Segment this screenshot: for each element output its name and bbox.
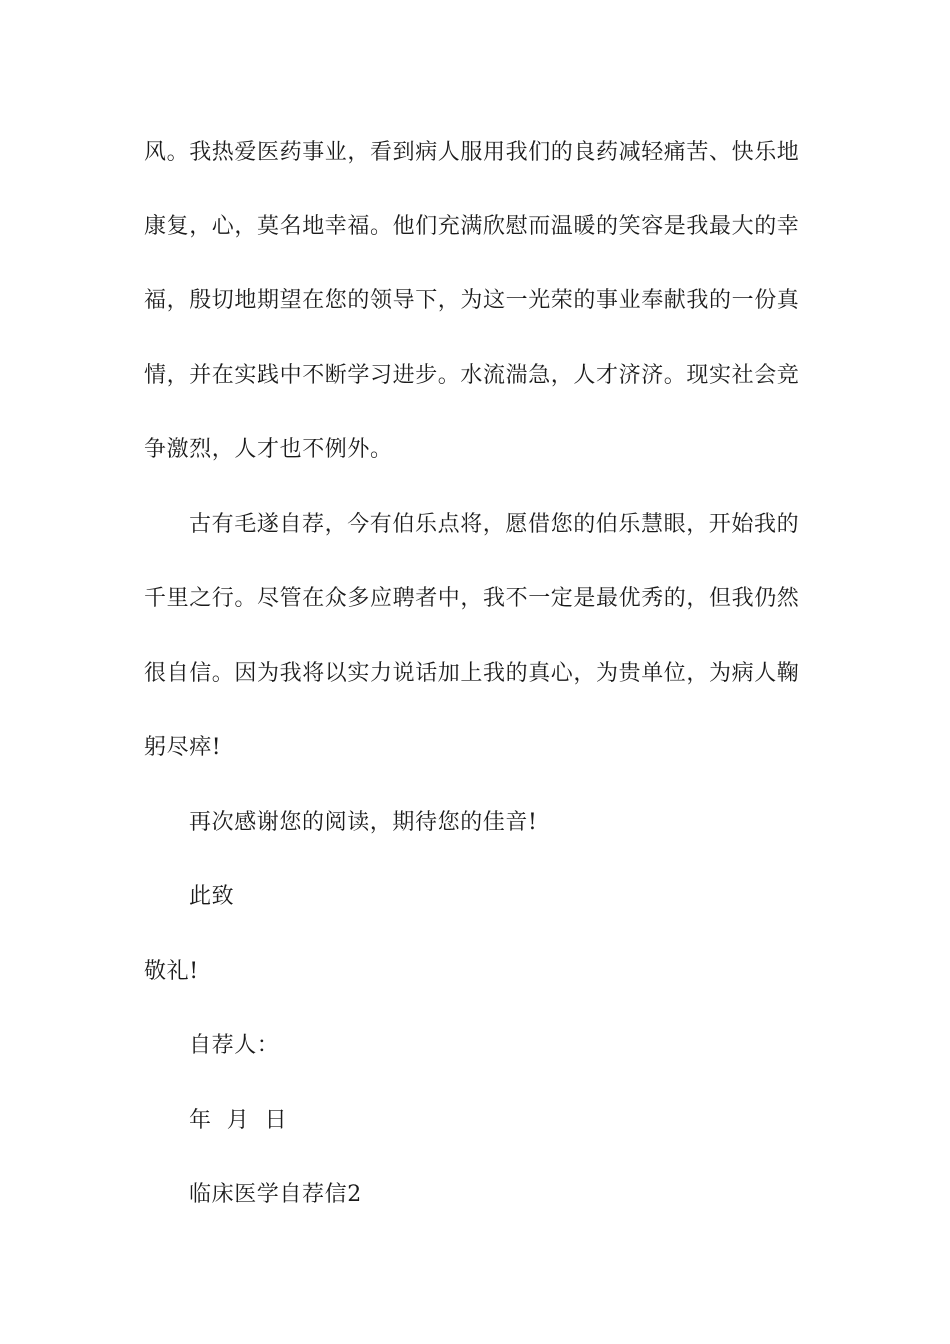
date-line: 年 月 日 xyxy=(189,1108,288,1133)
salutation-ci-zhi: 此致 xyxy=(189,884,235,909)
paragraph-line: 情，并在实践中不断学习进步。水流湍急，人才济济。现实社会竞 xyxy=(144,363,800,388)
paragraph-line: 很自信。因为我将以实力说话加上我的真心，为贵单位，为病人鞠 xyxy=(144,661,800,686)
paragraph-line: 风。我热爱医药事业，看到病人服用我们的良药减轻痛苦、快乐地 xyxy=(144,140,800,165)
paragraph-line: 康复，心，莫名地幸福。他们充满欣慰而温暖的笑容是我最大的幸 xyxy=(144,214,800,239)
paragraph-line: 躬尽瘁! xyxy=(144,735,222,760)
closing-thanks: 再次感谢您的阅读，期待您的佳音! xyxy=(189,810,538,835)
paragraph-line: 千里之行。尽管在众多应聘者中，我不一定是最优秀的，但我仍然 xyxy=(144,586,800,611)
salutation-jing-li: 敬礼! xyxy=(144,959,199,984)
paragraph-line: 福，殷切地期望在您的领导下，为这一光荣的事业奉献我的一份真 xyxy=(144,288,800,313)
paragraph-line: 争激烈，人才也不例外。 xyxy=(144,437,393,462)
signature-label: 自荐人： xyxy=(189,1033,280,1058)
paragraph-line: 古有毛遂自荐，今有伯乐点将，愿借您的伯乐慧眼，开始我的 xyxy=(189,512,800,537)
section-title: 临床医学自荐信2 xyxy=(189,1182,362,1207)
